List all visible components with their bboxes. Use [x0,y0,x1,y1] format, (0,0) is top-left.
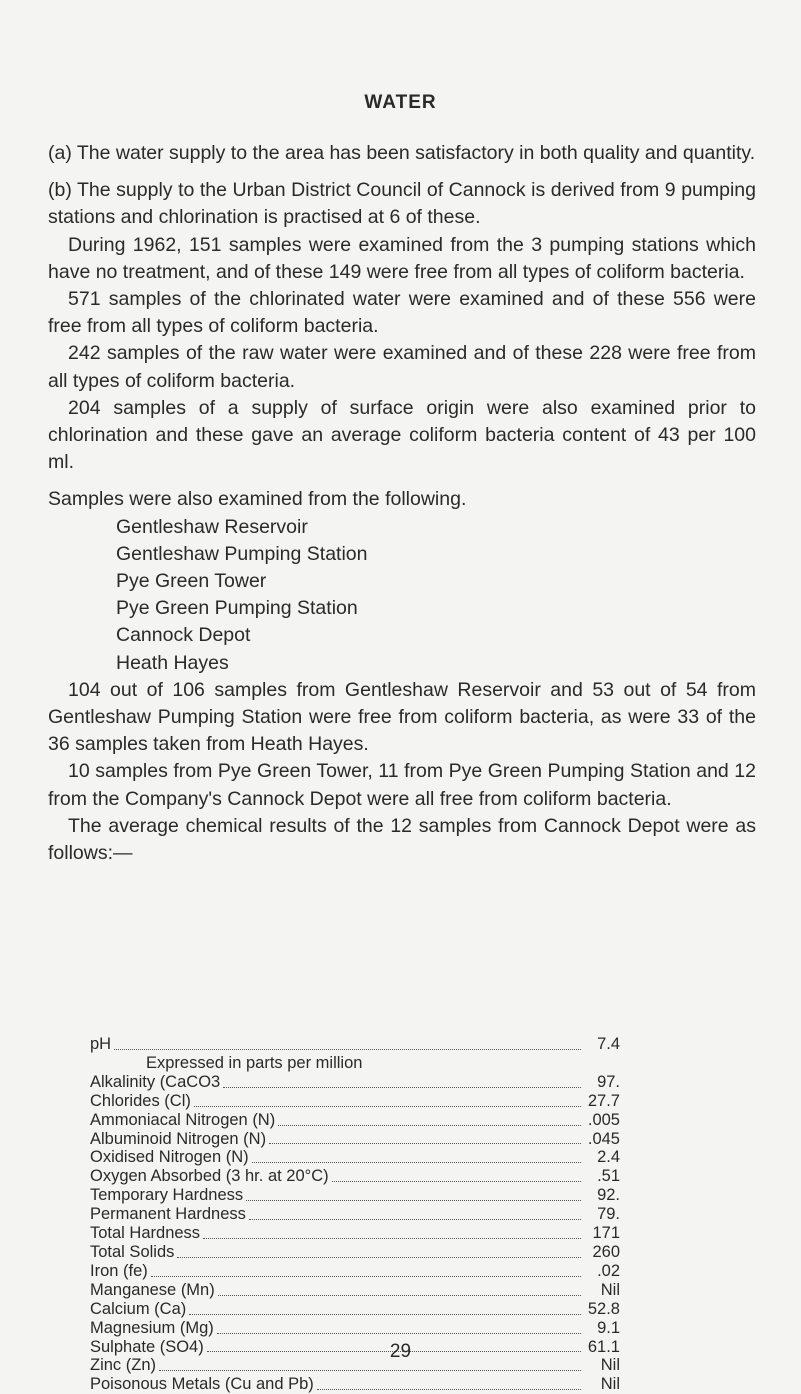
leader-dots [218,1295,581,1296]
leader-dots [332,1181,581,1182]
result-value: 97. [597,1072,620,1091]
list-item: Pye Green Pumping Station [116,597,358,620]
table-row [90,1224,620,1243]
result-label: Alkalinity (CaCO3 [90,1072,221,1091]
leader-dots [194,1106,581,1107]
leader-dots [249,1219,581,1220]
table-row [90,1243,620,1262]
leader-dots [246,1200,581,1201]
result-label: Magnesium (Mg) [90,1318,214,1337]
result-label: Ammoniacal Nitrogen (N) [90,1110,276,1129]
paragraph-chlorinated-samples: 571 samples of the chlorinated water were examined and of these 556 were free from all types of coliform bacteria. [48,288,756,338]
result-value: .02 [597,1261,620,1280]
table-row [90,1073,620,1092]
result-label: Albuminoid Nitrogen (N) [90,1129,267,1148]
result-label: pH [90,1035,112,1053]
table-row [90,1111,620,1130]
result-label: Temporary Hardness [90,1186,244,1205]
leader-dots [223,1087,581,1088]
result-label: Iron (fe) [90,1261,148,1280]
result-label: Permanent Hardness [90,1205,246,1224]
leader-dots [151,1276,581,1277]
result-label: Manganese (Mn) [90,1280,215,1299]
table-row [90,1130,620,1149]
paragraph-a: (a) The water supply to the area has been satisfactory in both quality and quantity. [48,142,756,164]
table-row [90,1167,620,1186]
table-row [90,1281,620,1300]
page-number: 29 [389,1341,412,1362]
result-label: Zinc (Zn) [90,1356,156,1375]
list-item: Gentleshaw Pumping Station [116,542,368,565]
paragraph-pye-green-results: 10 samples from Pye Green Tower, 11 from Pye Green Pumping Station and 12 from the Company's Cannock Depot were all free from coliform bacteria. [48,760,756,810]
paragraph-chemical-intro: The average chemical results of the 12 samples from Cannock Depot were as follows:— [48,814,756,865]
result-label: Chlorides (Cl) [90,1091,191,1110]
table-row [90,1035,620,1054]
paragraph-untreated-samples: During 1962, 151 samples were examined from the 3 pumping stations which have no treatment, and of these 149 were free from all types of coliform bacteria. [48,233,756,283]
result-label: Total Solids [90,1242,175,1261]
result-value: 171 [592,1224,620,1243]
table-row [90,1262,620,1281]
result-value: .51 [597,1167,620,1186]
leader-dots [203,1238,581,1239]
leader-dots [252,1162,581,1163]
paragraph-gentleshaw-results: 104 out of 106 samples from Gentleshaw Reservoir and 53 out of 54 from Gentleshaw Pumping Station were free from coliform bacteria, as were 33 of the 36 samples taken from Heath Hayes. [48,678,756,756]
list-item: Heath Hayes [116,651,229,674]
result-label: Oxygen Absorbed (3 hr. at 20°C) [90,1167,329,1186]
result-value: Nil [600,1375,620,1394]
result-label: Poisonous Metals (Cu and Pb) [90,1375,314,1394]
result-value: .005 [587,1110,620,1129]
result-value: 9.1 [597,1318,620,1337]
leader-dots [278,1125,581,1126]
leader-dots [114,1049,581,1050]
result-value: 52.8 [587,1299,620,1318]
result-label: Total Hardness [90,1224,201,1243]
paragraph-b: (b) The supply to the Urban District Council of Cannock is derived from 9 pumping stations and chlorination is practised at 6 of these. [48,179,756,229]
body-text [48,140,756,867]
page-title: WATER [364,92,437,113]
units-note: Expressed in parts per million [146,1053,363,1072]
result-value: 61.1 [587,1337,620,1356]
list-item: Cannock Depot [116,624,251,647]
result-value: 7.4 [597,1035,620,1053]
result-label: Oxidised Nitrogen (N) [90,1148,249,1167]
leader-dots [217,1333,581,1334]
table-row [90,1205,620,1224]
result-label: Sulphate (SO4) [90,1337,204,1356]
result-value: 79. [597,1205,620,1224]
paragraph-raw-samples: 242 samples of the raw water were examined and of these 228 were free from all types of coliform bacteria. [48,342,756,392]
table-row [90,1148,620,1167]
paragraph-samples-intro: Samples were also examined from the following. [48,488,467,511]
sample-sites-list [116,514,756,677]
result-value: 27.7 [587,1091,620,1110]
result-value: 2.4 [597,1148,620,1167]
leader-dots [159,1370,581,1371]
leader-dots [189,1314,581,1315]
result-value: 92. [597,1186,620,1205]
table-row [90,1186,620,1205]
list-item: Gentleshaw Reservoir [116,515,308,538]
table-row [90,1092,620,1111]
leader-dots [317,1389,581,1390]
result-value: .045 [587,1129,620,1148]
result-value: 260 [592,1242,620,1261]
result-value: Nil [600,1280,620,1299]
table-row [90,1300,620,1319]
paragraph-surface-samples: 204 samples of a supply of surface origin were also examined prior to chlorination and these gave an average coliform bacteria content of 43 per 100 ml. [48,396,756,474]
list-item: Pye Green Tower [116,570,267,593]
leader-dots [177,1257,581,1258]
leader-dots [269,1143,581,1144]
table-row [90,1319,620,1338]
result-value: Nil [600,1356,620,1375]
result-label: Calcium (Ca) [90,1299,187,1318]
